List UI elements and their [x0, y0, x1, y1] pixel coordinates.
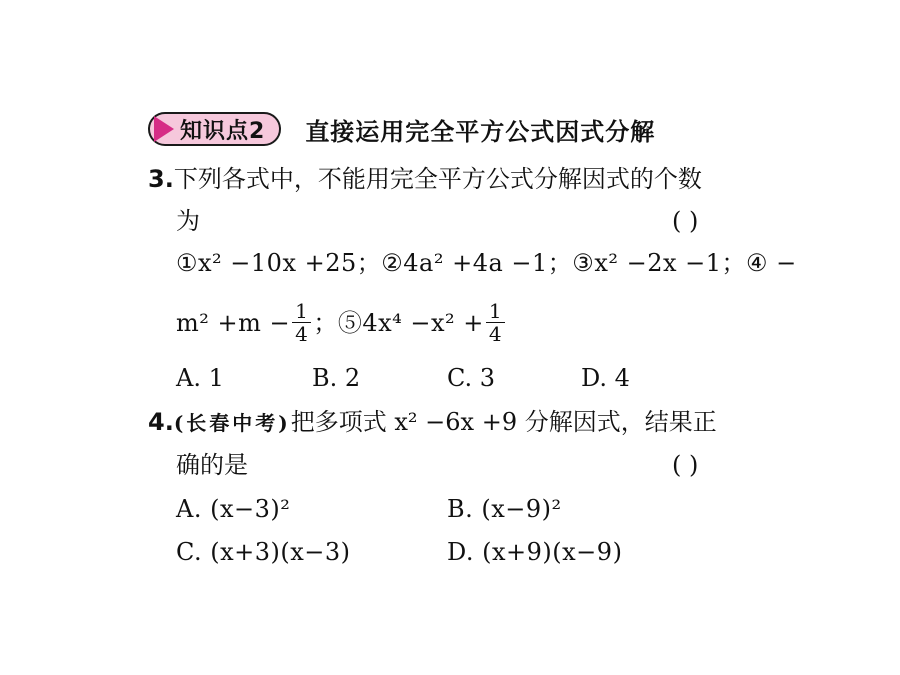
fraction-denominator: 4	[488, 322, 503, 346]
question-3-option-c: C. 3	[447, 364, 496, 392]
question-4-stem-line2: 确的是	[176, 451, 248, 479]
question-4-stem-line1	[148, 406, 717, 439]
fraction-denominator: 4	[295, 322, 309, 346]
fraction-one-quarter	[486, 300, 505, 345]
fraction-numerator: 1	[292, 300, 311, 323]
expr-5-part: ；⑤4x⁴ −x² +	[313, 308, 484, 337]
question-4-source: (长春中考)	[173, 411, 291, 435]
question-3-option-a: A. 1	[176, 364, 224, 392]
fraction-numerator: 1	[486, 300, 505, 323]
question-4-stem-text: 把多项式 x² −6x +9 分解因式，结果正	[290, 408, 717, 436]
badge-label: 知识点2	[180, 118, 266, 144]
expr-m-part: m² +m −	[176, 308, 291, 337]
question-3-expressions-line1: ①x² −10x +25；②4a² +4a −1；③x² −2x −1；④ −	[176, 249, 797, 277]
fraction-one-quarter	[292, 300, 311, 345]
question-3-number: 3.	[148, 165, 174, 193]
question-3-stem-line2: 为	[176, 207, 200, 235]
question-3-option-d: D. 4	[581, 364, 630, 392]
play-arrow-icon	[154, 116, 174, 142]
knowledge-point-badge	[148, 112, 281, 146]
question-3-answer-blank: ( )	[672, 207, 699, 235]
section-heading	[148, 109, 655, 149]
question-4-option-d: D. (x+9)(x−9)	[447, 538, 623, 566]
question-3-stem-text: 下列各式中，不能用完全平方公式分解因式的个数	[173, 165, 702, 193]
question-3-option-b: B. 2	[312, 364, 361, 392]
question-4-number: 4.	[148, 408, 174, 436]
section-title: 直接运用完全平方公式因式分解	[305, 117, 656, 146]
question-4-option-a: A. (x−3)²	[176, 495, 291, 523]
question-4-option-b: B. (x−9)²	[447, 495, 562, 523]
question-4-option-c: C. (x+3)(x−3)	[176, 538, 351, 566]
question-4-answer-blank: ( )	[672, 451, 699, 479]
question-3-stem-line1	[148, 163, 702, 195]
question-3-expressions-line2	[176, 300, 507, 345]
